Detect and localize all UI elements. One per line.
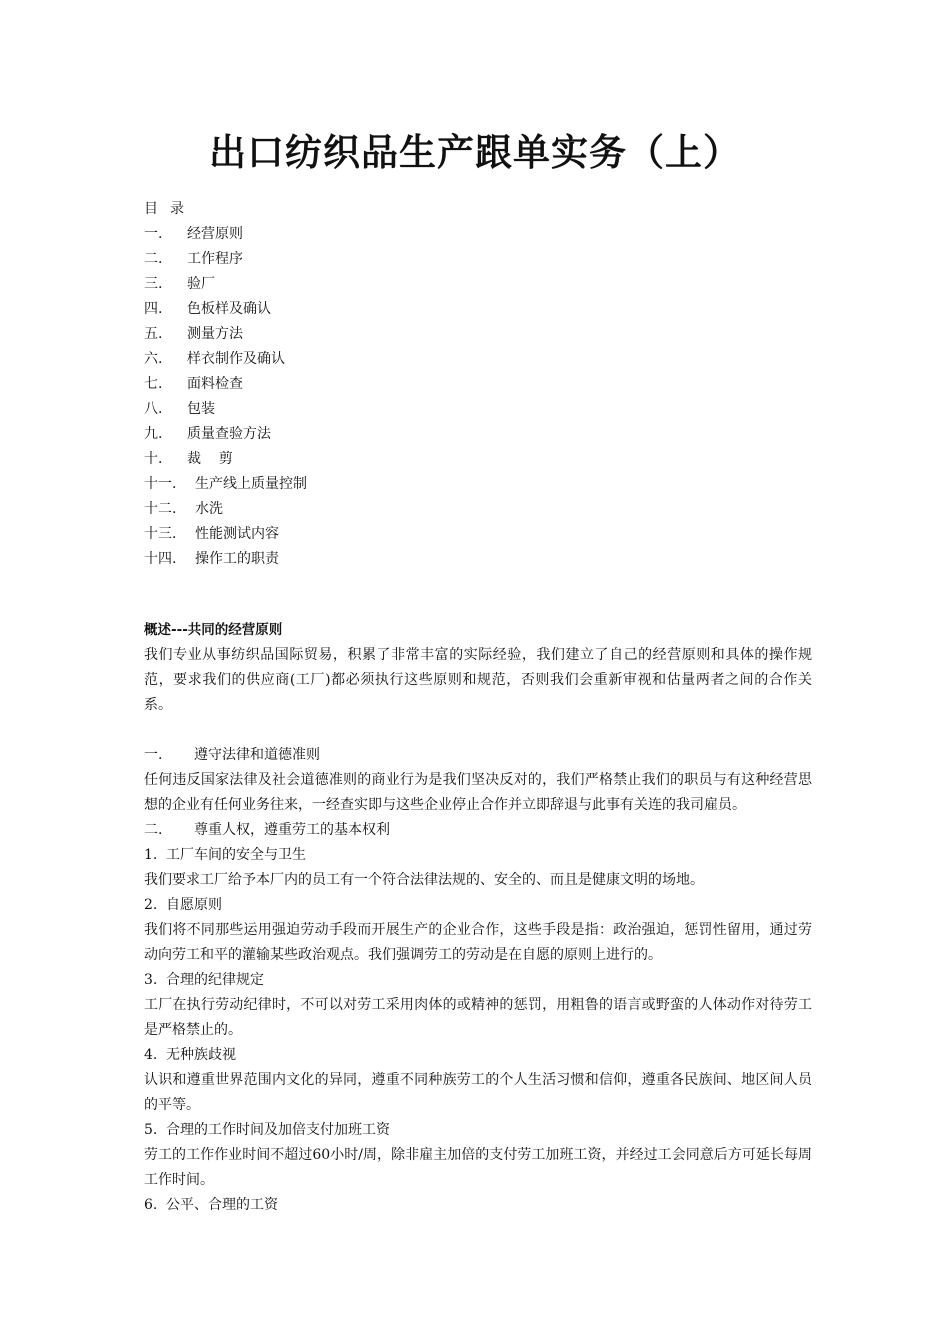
- toc-item-number: 三.: [144, 276, 163, 292]
- toc-item: [144, 272, 814, 297]
- toc-item-number: 十三.: [144, 526, 177, 542]
- subsection-heading: [144, 843, 812, 868]
- subsection-title: 无种族歧视: [166, 1047, 236, 1063]
- subsection-number: 3.: [144, 972, 158, 988]
- subsection-number: 1.: [144, 847, 158, 863]
- toc-item: [144, 222, 814, 247]
- toc-item-label: 裁 剪: [187, 451, 233, 467]
- toc-item-number: 七.: [144, 376, 163, 392]
- toc-item-label: 包装: [187, 401, 215, 417]
- subsection-heading: [144, 1118, 812, 1143]
- toc-item-label: 面料检查: [187, 376, 243, 392]
- toc-item-label: 性能测试内容: [195, 526, 279, 542]
- toc-item: [144, 547, 814, 572]
- toc-item: [144, 522, 814, 547]
- toc-item-label: 样衣制作及确认: [187, 351, 285, 367]
- overview-paragraph: 我们专业从事纺织品国际贸易，积累了非常丰富的实际经验，我们建立了自己的经营原则和具体的操作规范，要求我们的供应商(工厂)都必须执行这些原则和规范，否则我们会重新审视和估量两者之间的合作关系。: [144, 647, 812, 713]
- toc-item-label: 操作工的职责: [195, 551, 279, 567]
- toc-item-number: 六.: [144, 351, 163, 367]
- section-title: 尊重人权，遵重劳工的基本权利: [194, 822, 390, 838]
- subsection-title: 合理的工作时间及加倍支付加班工资: [166, 1122, 390, 1138]
- subsection-title: 工厂车间的安全与卫生: [166, 847, 306, 863]
- toc-item-number: 十一.: [144, 476, 177, 492]
- document-title: 出口纺织品生产跟单实务（上）: [209, 130, 741, 174]
- section-number: 二.: [144, 822, 163, 838]
- toc-item-number: 十四.: [144, 551, 177, 567]
- toc-item-label: 水洗: [195, 501, 223, 517]
- toc-item: [144, 472, 814, 497]
- toc-item-label: 色板样及确认: [187, 301, 271, 317]
- toc-item-number: 九.: [144, 426, 163, 442]
- toc-item-label: 工作程序: [187, 251, 243, 267]
- toc-item-number: 四.: [144, 301, 163, 317]
- subsection-paragraph: 我们将不同那些运用强迫劳动手段而开展生产的企业合作，这些手段是指：政治强迫，惩罚性留用，通过劳动向劳工和平的灌输某些政治观点。我们强调劳工的劳动是在自愿的原则上进行的。: [144, 922, 812, 963]
- toc-item-number: 十二.: [144, 501, 177, 517]
- section-paragraph: 任何违反国家法律及社会道德准则的商业行为是我们坚决反对的，我们严格禁止我们的职员与有这种经营思想的企业有任何业务往来，一经查实即与这些企业停止合作并立即辞退与此事有关连的我司雇员。: [144, 772, 812, 813]
- subsection-heading: [144, 1193, 812, 1218]
- toc-item: [144, 297, 814, 322]
- toc-item-number: 五.: [144, 326, 163, 342]
- toc-item: [144, 447, 814, 472]
- section-title: 遵守法律和道德准则: [194, 747, 320, 763]
- subsection-heading: [144, 968, 812, 993]
- toc-item-number: 十.: [144, 451, 163, 467]
- subsection-paragraph: 我们要求工厂给予本厂内的员工有一个符合法律法规的、安全的、而且是健康文明的场地。: [144, 872, 704, 888]
- subsection-number: 5.: [144, 1122, 158, 1138]
- toc-item-number: 二.: [144, 251, 163, 267]
- toc-item-label: 验厂: [187, 276, 215, 292]
- section-number: 一.: [144, 747, 163, 763]
- toc-heading: 目录: [144, 201, 196, 217]
- toc-item-label: 测量方法: [187, 326, 243, 342]
- subsection-paragraph: 认识和遵重世界范围内文化的异同，遵重不同种族劳工的个人生活习惯和信仰，遵重各民族间、地区间人员的平等。: [144, 1072, 812, 1113]
- subsection-heading: [144, 1043, 812, 1068]
- toc-item: [144, 422, 814, 447]
- table-of-contents: [144, 197, 814, 572]
- subsection-paragraph: 工厂在执行劳动纪律时，不可以对劳工采用肉体的或精神的惩罚，用粗鲁的语言或野蛮的人体动作对待劳工是严格禁止的。: [144, 997, 812, 1038]
- toc-item-label: 生产线上质量控制: [195, 476, 307, 492]
- subsection-paragraph: 劳工的工作作业时间不超过60小时/周，除非雇主加倍的支付劳工加班工资，并经过工会同意后方可延长每周工作时间。: [144, 1147, 812, 1188]
- subsection-number: 2.: [144, 897, 158, 913]
- toc-item: [144, 347, 814, 372]
- paragraph-spacer: [144, 718, 812, 743]
- subsection-heading: [144, 893, 812, 918]
- subsection-number: 6.: [144, 1197, 158, 1213]
- subsection-title: 公平、合理的工资: [166, 1197, 278, 1213]
- toc-item: [144, 397, 814, 422]
- toc-item-label: 质量查验方法: [187, 426, 271, 442]
- toc-item: [144, 322, 814, 347]
- document-body: [144, 618, 812, 1218]
- toc-item: [144, 372, 814, 397]
- toc-item-number: 一.: [144, 226, 163, 242]
- section-heading: [144, 743, 812, 768]
- toc-item: [144, 247, 814, 272]
- toc-item-label: 经营原则: [187, 226, 243, 242]
- toc-item-number: 八.: [144, 401, 163, 417]
- subsection-title: 自愿原则: [166, 897, 222, 913]
- toc-item: [144, 497, 814, 522]
- overview-title: 概述---共同的经营原则: [144, 622, 283, 638]
- subsection-number: 4.: [144, 1047, 158, 1063]
- subsection-title: 合理的纪律规定: [166, 972, 264, 988]
- section-heading: [144, 818, 812, 843]
